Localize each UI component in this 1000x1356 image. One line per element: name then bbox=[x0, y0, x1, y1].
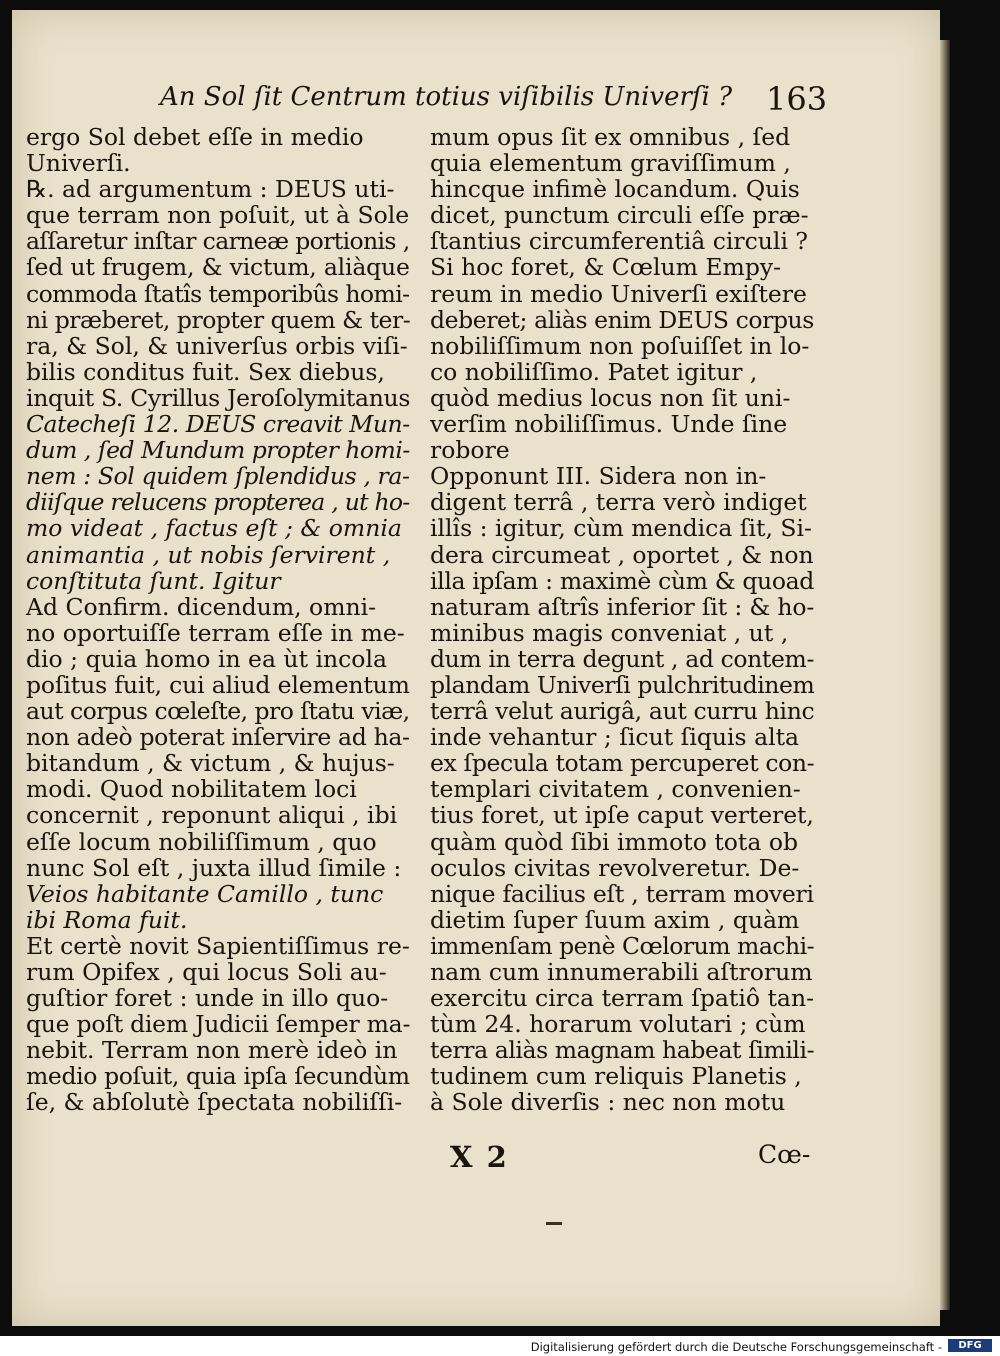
text-line: reum in medio Univerſi exiſtere bbox=[430, 279, 807, 308]
text-line: oculos civitas revolveretur. De- bbox=[430, 853, 800, 882]
text-line: Catecheſi 12. DEUS creavit Mun- bbox=[26, 410, 410, 439]
text-line: tudinem cum reliquis Planetis , bbox=[430, 1062, 802, 1091]
signature-mark: X 2 bbox=[450, 1140, 509, 1174]
text-line: diiſque relucens propterea , ut ho- bbox=[26, 488, 410, 517]
text-line: plandam Univerſi pulchritudinem bbox=[430, 670, 815, 699]
text-line: poſitus fuit, cui aliud elementum bbox=[26, 670, 410, 699]
right-text-column bbox=[430, 124, 814, 1116]
text-line: terrâ velut aurigâ, aut curru hinc bbox=[430, 697, 815, 726]
text-line: rum Opifex , qui locus Soli au- bbox=[26, 958, 387, 986]
text-line: medio poſuit, quia ipſa ſecundùm bbox=[26, 1062, 410, 1091]
text-line: immenſam penè Cœlorum machi- bbox=[430, 931, 815, 960]
text-line: aſſaretur inſtar carneæ portionis , bbox=[26, 227, 410, 256]
text-line: dera circumeat , oportet , & non bbox=[430, 540, 814, 569]
text-line: digent terrâ , terra verò indiget bbox=[430, 488, 807, 517]
digitization-credit: Digitalisierung gefördert durch die Deutsche Forschungsgemeinschaft - bbox=[530, 1340, 942, 1354]
text-line: que poſt diem Judicii ſemper ma- bbox=[26, 1010, 411, 1039]
text-line: dum in terra degunt , ad contem- bbox=[430, 644, 815, 673]
text-line: verſim nobiliſſimus. Unde ſine bbox=[430, 410, 788, 439]
text-line: Et certè novit Sapientiſſimus re- bbox=[26, 931, 410, 960]
text-line: à Sole diverſis : nec non motu bbox=[430, 1088, 786, 1117]
text-line: terra aliàs magnam habeat ſimili- bbox=[430, 1036, 815, 1065]
text-line: ra, & Sol, & univerſus orbis viſi- bbox=[26, 331, 408, 360]
text-line: co nobiliſſimo. Patet igitur , bbox=[430, 357, 758, 386]
text-line: modi. Quod nobilitatem loci bbox=[26, 775, 357, 804]
running-title: An Sol ſit Centrum totius viſibilis Univerſi ? bbox=[160, 82, 733, 112]
text-line: ergo Sol debet eſſe in medio bbox=[26, 123, 364, 151]
text-line: ibi Roma fuit. bbox=[26, 905, 188, 934]
text-line: nique facilius eſt , terram moveri bbox=[430, 879, 814, 908]
dfg-logo: DFG bbox=[948, 1339, 992, 1352]
text-line: commoda ſtatîs temporibûs homi- bbox=[26, 279, 410, 308]
text-line: illîs : igitur, cùm mendica ſit, Si- bbox=[430, 514, 812, 543]
text-line: inquit S. Cyrillus Jeroſolymitanus bbox=[26, 383, 411, 412]
text-line: nam cum innumerabili aſtrorum bbox=[430, 958, 813, 986]
text-line: nobiliſſimum non poſuiſſet in lo- bbox=[430, 331, 810, 360]
text-line: eſſe locum nobiliſſimum , quo bbox=[26, 827, 377, 856]
text-line: nem : Sol quidem ſplendidus , ra- bbox=[26, 462, 410, 491]
text-line: Veios habitante Camillo , tunc bbox=[26, 879, 384, 908]
text-line: mum opus ſit ex omnibus , ſed bbox=[430, 123, 791, 151]
text-line: no oportuiſſe terram eſſe in me- bbox=[26, 618, 405, 647]
text-line: bitandum , & victum , & hujus- bbox=[26, 749, 395, 778]
text-line: ſed ut frugem, & victum, aliàque bbox=[26, 253, 410, 282]
ink-mark bbox=[546, 1222, 562, 1225]
catchword: Cœ- bbox=[758, 1140, 811, 1169]
text-line: ſtantius circumferentiâ circuli ? bbox=[430, 227, 809, 256]
page-edge bbox=[940, 40, 950, 1310]
text-line: Opponunt III. Sidera non in- bbox=[430, 462, 767, 491]
text-line: ℞. ad argumentum : DEUS uti- bbox=[26, 175, 395, 204]
text-line: dicet, punctum circuli eſſe præ- bbox=[430, 201, 809, 230]
text-line: inde vehantur ; ſicut ſiquis alta bbox=[430, 723, 800, 752]
text-line: dum , ſed Mundum propter homi- bbox=[26, 436, 410, 465]
text-line: tius foret, ut ipſe caput verteret, bbox=[430, 801, 814, 830]
text-line: concernit , reponunt aliqui , ibi bbox=[26, 801, 398, 830]
text-line: bilis conditus fuit. Sex diebus, bbox=[26, 357, 385, 386]
text-line: illa ipſam : maximè cùm & quoad bbox=[430, 566, 814, 595]
text-line: naturam aſtrîs inferior ſit : & ho- bbox=[430, 592, 815, 621]
text-line: nebit. Terram non merè ideò in bbox=[26, 1036, 398, 1065]
text-line: ni præberet, propter quem & ter- bbox=[26, 305, 411, 334]
text-line: quia elementum graviſſimum , bbox=[430, 149, 791, 178]
page-number: 163 bbox=[766, 80, 828, 118]
text-line: ſe, & abſolutè ſpectata nobiliſſi- bbox=[26, 1088, 403, 1117]
text-line: mo videat , factus eſt ; & omnia bbox=[26, 514, 402, 543]
text-line: ex ſpecula totam percuperet con- bbox=[430, 749, 815, 778]
text-line: robore bbox=[430, 436, 510, 465]
text-line: dietim ſuper ſuum axim , quàm bbox=[430, 905, 800, 934]
text-line: templari civitatem , convenien- bbox=[430, 775, 801, 804]
text-line: dio ; quia homo in ea ùt incola bbox=[26, 644, 387, 673]
text-line: nunc Sol eſt , juxta illud ſimile : bbox=[26, 853, 402, 882]
text-line: aut corpus cœleſte, pro ſtatu viæ, bbox=[26, 697, 410, 726]
text-line: quàm quòd ſibi immoto tota ob bbox=[430, 827, 799, 856]
text-line: Univerſi. bbox=[26, 149, 131, 178]
text-line: conſtituta ſunt. Igitur bbox=[26, 566, 281, 595]
text-line: quòd medius locus non ſit uni- bbox=[430, 383, 791, 412]
left-text-column bbox=[26, 124, 410, 1116]
text-line: que terram non poſuit, ut à Sole bbox=[26, 201, 410, 230]
text-line: Ad Confirm. dicendum, omni- bbox=[26, 592, 377, 621]
text-line: hincque infimè locandum. Quis bbox=[430, 175, 800, 204]
text-line: exercitu circa terram ſpatiô tan- bbox=[430, 984, 815, 1013]
text-line: Si hoc foret, & Cœlum Empy- bbox=[430, 253, 782, 282]
text-line: tùm 24. horarum volutari ; cùm bbox=[430, 1010, 806, 1039]
text-line: animantia , ut nobis ſervirent , bbox=[26, 540, 391, 569]
text-line: minibus magis conveniat , ut , bbox=[430, 618, 789, 647]
text-line: non adeò poterat inſervire ad ha- bbox=[26, 723, 410, 752]
text-line: guſtior foret : unde in illo quo- bbox=[26, 984, 389, 1013]
text-line: deberet; aliàs enim DEUS corpus bbox=[430, 305, 814, 334]
